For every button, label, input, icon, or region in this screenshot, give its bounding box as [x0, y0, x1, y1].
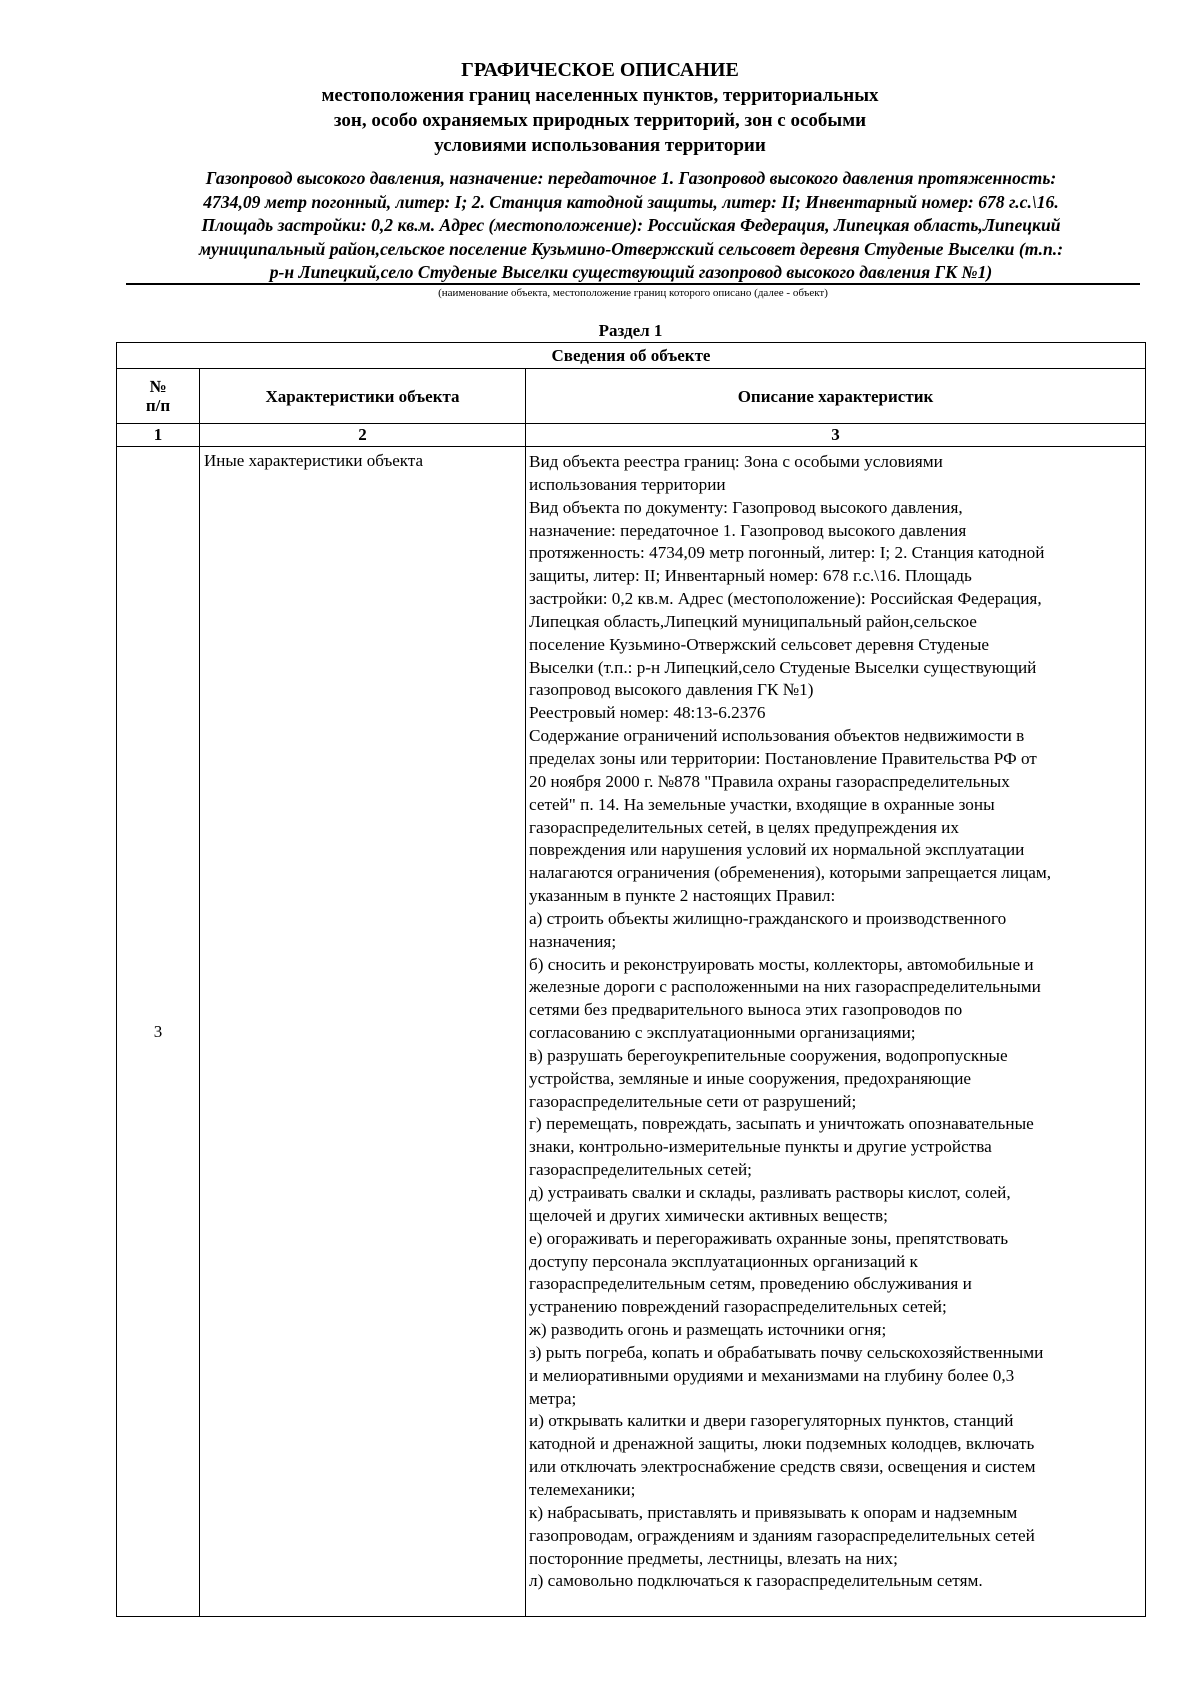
description-line: повреждения или нарушения условий их нормальной эксплуатации [529, 840, 1025, 860]
document-title: ГРАФИЧЕСКОЕ ОПИСАНИЕ [461, 59, 739, 81]
description-line: газораспределительных сетей; [529, 1160, 752, 1180]
description-line: ж) разводить огонь и размещать источники огня; [529, 1320, 887, 1340]
object-name-line: Газопровод высокого давления, назначение: передаточное 1. Газопровод высокого давления протяженность: [205, 168, 1057, 188]
object-name-line: Площадь застройки: 0,2 кв.м. Адрес (местоположение): Российская Федерация, Липецкая область,Липецкий [201, 215, 1061, 235]
description-line: Вид объекта реестра границ: Зона с особыми условиями [529, 452, 943, 471]
description-line: а) строить объекты жилищно-гражданского и производственного [529, 908, 1007, 928]
row-num: 3 [117, 447, 200, 1617]
description-line: пределах зоны или территории: Постановление Правительства РФ от [529, 748, 1037, 768]
description-line: сетей" п. 14. На земельные участки, входящие в охранные зоны [529, 794, 995, 814]
description-line: е) огораживать и перегораживать охранные зоны, препятствовать [529, 1228, 1009, 1248]
row-description [526, 447, 1146, 1617]
description-line: 20 ноября 2000 г. №878 "Правила охраны газораспределительных [529, 771, 1010, 791]
description-line: г) перемещать, повреждать, засыпать и уничтожать опознавательные [529, 1114, 1034, 1134]
description-line: налагаются ограничения (обременения), которыми запрещается лицам, [529, 863, 1052, 883]
description-line: телемеханики; [529, 1479, 636, 1499]
description-line: л) самовольно подключаться к газораспределительным сетям. [529, 1571, 983, 1591]
header-num-line: п/п [145, 396, 171, 415]
object-name-line: р-н Липецкий,село Студеные Выселки существующий газопровод высокого давления ГК №1) [269, 262, 993, 282]
description-line: д) устраивать свалки и склады, разливать растворы кислот, солей, [529, 1183, 1011, 1202]
description-line: газопровод высокого давления ГК №1) [529, 680, 814, 700]
description-line: устранению повреждений газораспределительных сетей; [529, 1297, 947, 1317]
object-caption: (наименование объекта, местоположение границ которого описано (далее - объект) [438, 287, 828, 299]
description-line: Липецкая область,Липецкий муниципальный район,сельское [529, 611, 977, 631]
description-line: протяженность: 4734,09 метр погонный, литер: I; 2. Станция катодной [529, 543, 1045, 563]
document-subtitle [60, 83, 1140, 158]
subtitle-line: зон, особо охраняемых природных территорий, зон с особыми [333, 110, 867, 131]
description-line: газопроводам, ограждениям и зданиям газораспределительных сетей [529, 1525, 1035, 1545]
description-line: доступу персонала эксплуатационных организаций к [529, 1251, 918, 1271]
description-line: Вид объекта по документу: Газопровод высокого давления, [529, 497, 963, 517]
description-line: назначение: передаточное 1. Газопровод высокого давления [529, 520, 967, 540]
description-line: использования территории [529, 474, 726, 494]
row-characteristic: Иные характеристики объекта [200, 447, 526, 1617]
description-line: к) набрасывать, приставлять и привязывать к опорам и надземным [529, 1502, 1018, 1522]
object-name-line: 4734,09 метр погонный, литер: I; 2. Станция катодной защиты, литер: II; Инвентарный номер: 678 г.с.\16. [203, 191, 1059, 212]
description-line: назначения; [529, 931, 617, 951]
table-caption-row [117, 343, 1146, 369]
subtitle-line: местоположения границ населенных пунктов, территориальных [321, 85, 879, 106]
object-name-line: муниципальный район,сельское поселение Кузьмино-Отвержский сельсовет деревня Студеные Выселки (т.п.: [198, 238, 1064, 259]
column-number: 2 [200, 424, 526, 447]
header-description: Описание характеристик [526, 369, 1146, 424]
table-caption: Сведения об объекте [117, 343, 1146, 369]
description-line: Выселки (т.п.: р-н Липецкий,село Студеные Выселки существующий [529, 657, 1037, 677]
column-number: 1 [117, 424, 200, 447]
description-line: устройства, земляные и иные сооружения, предохраняющие [529, 1068, 972, 1088]
description-line: железные дороги с расположенными на них газораспределительными [529, 977, 1041, 997]
description-line: Содержание ограничений использования объектов недвижимости в [529, 726, 1025, 746]
description-line: газораспределительных сетей, в целях предупреждения их [529, 817, 959, 837]
description-line: газораспределительные сети от разрушений; [529, 1091, 857, 1111]
description-line: согласованию с эксплуатационными организациями; [529, 1023, 916, 1043]
column-number: 3 [526, 424, 1146, 447]
description-line: указанным в пункте 2 настоящих Правил: [529, 886, 836, 906]
description-line: сетями без предварительного выноса этих газопроводов по [529, 1000, 963, 1020]
header-num [117, 369, 200, 424]
description-line: посторонние предметы, лестницы, влезать на них; [529, 1548, 898, 1568]
subtitle-line: условиями использования территории [434, 135, 766, 156]
table-header-row [117, 369, 1146, 424]
object-underline [126, 283, 1140, 285]
object-name [126, 167, 1136, 285]
description-line: з) рыть погреба, копать и обрабатывать почву сельскохозяйственными [529, 1342, 1044, 1362]
header-num-line: № [149, 377, 167, 396]
description-line: или отключать электроснабжение средств связи, освещения и систем [529, 1457, 1036, 1477]
description-line: Реестровый номер: 48:13-6.2376 [529, 703, 766, 723]
description-line: и) открывать калитки и двери газорегуляторных пунктов, станций [529, 1411, 1014, 1431]
description-line: защиты, литер: II; Инвентарный номер: 678 г.с.\16. Площадь [529, 566, 972, 586]
description-line: катодной и дренажной защиты, люки подземных колодцев, включать [529, 1434, 1035, 1454]
section-title: Раздел 1 [598, 321, 663, 340]
column-numbers-row [117, 424, 1146, 447]
table-row [117, 447, 1146, 1617]
header-characteristics: Характеристики объекта [200, 369, 526, 424]
description-line: знаки, контрольно-измерительные пункты и другие устройства [529, 1137, 992, 1157]
description-line: щелочей и других химически активных веществ; [529, 1205, 888, 1225]
object-info-table [116, 342, 1146, 1617]
description-line: б) сносить и реконструировать мосты, коллекторы, автомобильные и [529, 954, 1034, 974]
description-line: газораспределительным сетям, проведению обслуживания и [529, 1274, 972, 1294]
description-line: поселение Кузьмино-Отвержский сельсовет деревня Студеные [529, 634, 990, 654]
description-line: застройки: 0,2 кв.м. Адрес (местоположение): Российская Федерация, [529, 589, 1042, 609]
description-line: метра; [529, 1388, 577, 1408]
description-line: и мелиоративными орудиями и механизмами на глубину более 0,3 [529, 1365, 1015, 1385]
description-line: в) разрушать берегоукрепительные сооружения, водопропускные [529, 1045, 1008, 1065]
